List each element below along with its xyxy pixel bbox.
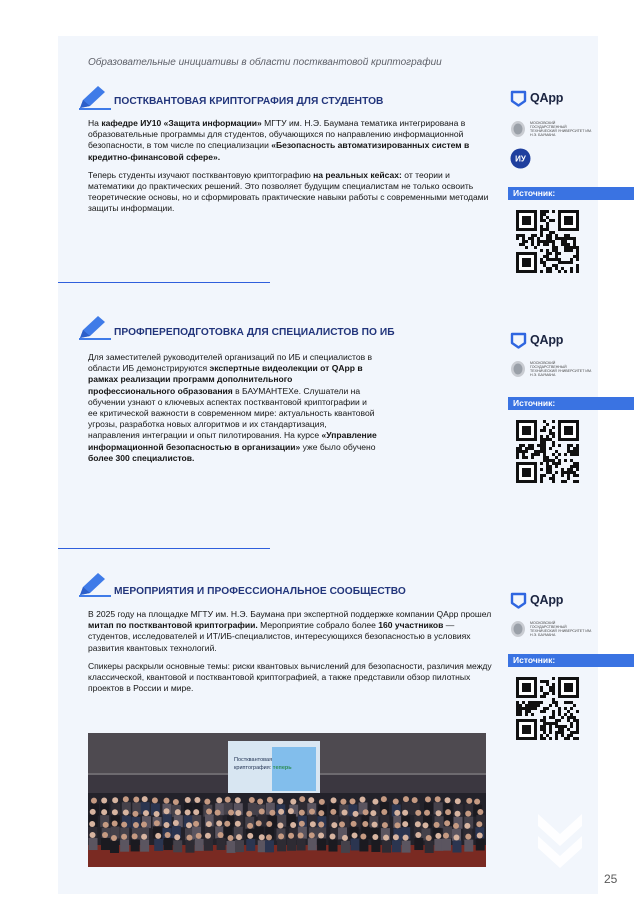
svg-text:криптография: теперь: криптография: теперь — [234, 765, 292, 771]
qapp-shield-icon — [510, 332, 527, 349]
paragraph: Теперь студенты изучают постквантовую криптографию на реальных кейсах: от теории и математики до практических решений. Это позволяет будущим специалистам не только освоить теоретические основы, но и сформировать практические навыки работы с современными методами защиты информации. — [88, 169, 489, 214]
section-text-students — [88, 118, 490, 222]
section-text-retraining — [88, 352, 378, 471]
section-text-events — [88, 609, 492, 701]
pencil-icon — [78, 84, 112, 110]
chevron-down-icon — [532, 810, 588, 870]
university-crest-icon — [510, 120, 526, 138]
qapp-logo — [510, 330, 563, 350]
section-title-students: ПОСТКВАНТОВАЯ КРИПТОГРАФИЯ ДЛЯ СТУДЕНТОВ — [114, 96, 384, 107]
university-name: МОСКОВСКИЙ ГОСУДАРСТВЕННЫЙ ТЕХНИЧЕСКИЙ УНИВЕРСИТЕТ ИМ. Н.Э. БАУМАНА — [530, 620, 592, 638]
university-name: МОСКОВСКИЙ ГОСУДАРСТВЕННЫЙ ТЕХНИЧЕСКИЙ УНИВЕРСИТЕТ ИМ. Н.Э. БАУМАНА — [530, 120, 592, 138]
qr-code-icon[interactable] — [516, 677, 579, 740]
section-title-retraining: ПРОФПЕРЕПОДГОТОВКА ДЛЯ СПЕЦИАЛИСТОВ ПО ИБ — [114, 327, 395, 338]
section-title-events: МЕРОПРИЯТИЯ И ПРОФЕССИОНАЛЬНОЕ СООБЩЕСТВО — [114, 586, 406, 597]
university-crest-icon — [510, 620, 526, 638]
qr-code-icon[interactable] — [516, 420, 579, 483]
bmstu-logo — [510, 360, 592, 378]
bmstu-logo — [510, 120, 592, 138]
qapp-logo — [510, 88, 563, 108]
paragraph: Для заместителей руководителей организаций по ИБ и специалистов в области ИБ демонстрируются экспертные видеолекции от QApp в рамках реализации программ дополнительного профессионального образования в БАУМАНТЕХе. Слушатели на обучении узнают о ключевых аспектах постквантовой криптографии и ее критической важности в современном мире: актуальность квантовой угрозы, разработка новых алгоритмов и их стандартизация, направления интеграции и опыт пилотирования. На курсе «Управление информационной безопасностью в организации» уже было обучено более 300 специалистов. — [88, 352, 377, 463]
paragraph: Спикеры раскрыли основные темы: риски квантовых вычислений для безопасности, различия между классической, квантовой и постквантовой криптографией, а также представили обзор пилотных проектов в России и мире. — [88, 660, 492, 694]
svg-text:ИУ: ИУ — [515, 154, 526, 164]
source-label: Источник: — [508, 187, 634, 200]
brand-name: QApp — [530, 333, 564, 347]
university-name: МОСКОВСКИЙ ГОСУДАРСТВЕННЫЙ ТЕХНИЧЕСКИЙ УНИВЕРСИТЕТ ИМ. Н.Э. БАУМАНА — [530, 360, 592, 378]
qapp-logo — [510, 590, 563, 610]
source-label: Источник: — [508, 397, 634, 410]
section-divider — [58, 548, 270, 549]
qr-code-icon[interactable] — [516, 210, 579, 273]
group-photo-image — [88, 733, 486, 867]
section-divider — [58, 282, 270, 283]
iu-badge — [510, 148, 531, 169]
university-crest-icon — [510, 360, 526, 378]
brand-name: QApp — [530, 593, 564, 607]
page-number: 25 — [604, 872, 618, 886]
paragraph: На кафедре ИУ10 «Защита информации» МГТУ им. Н.Э. Баумана тематика интегрирована в образовательные программы для студентов, обучающихся по направлению информационной безопасности, в том числе по специализации «Безопасность автоматизированных систем в кредитно-финансовой сфере». — [88, 118, 470, 162]
bmstu-logo — [510, 620, 592, 638]
svg-text:Постквантовая: Постквантовая — [234, 757, 273, 763]
paragraph: В 2025 году на площадке МГТУ им. Н.Э. Баумана при экспертной поддержке компании QApp прошел митап по постквантовой криптографии. Мероприятие собрало более 160 участников — студентов, исследователей и ИТ/ИБ-специалистов, интересующихся безопасностью в условиях развития квантовых технологий. — [88, 609, 492, 653]
page-subtitle: Образовательные инициативы в области постквантовой криптографии — [88, 57, 442, 68]
pencil-icon — [78, 571, 112, 597]
qapp-shield-icon — [510, 90, 527, 107]
brand-name: QApp — [530, 91, 564, 105]
source-label: Источник: — [508, 654, 634, 667]
qapp-shield-icon — [510, 592, 527, 609]
pencil-icon — [78, 314, 112, 340]
event-photo — [88, 733, 486, 867]
